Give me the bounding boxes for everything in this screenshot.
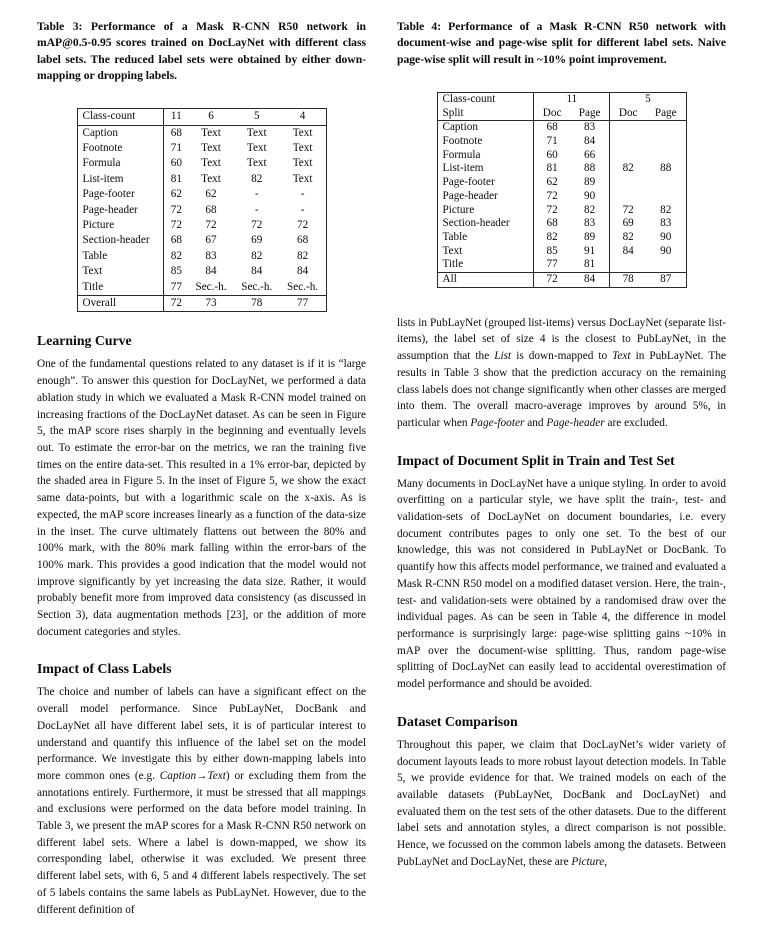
table-cell: 84 — [251, 265, 263, 278]
table-cell: Page-header — [442, 189, 498, 202]
table-cell: 84 — [610, 245, 646, 259]
table-cell: 62 — [164, 187, 188, 202]
table-header-cell: Doc — [534, 107, 570, 121]
table-cell: Text — [246, 126, 267, 139]
table-header-cell: 5 — [610, 92, 686, 106]
table-row — [77, 141, 326, 156]
table-cell: Text — [201, 126, 221, 139]
table-cell: 85 — [164, 264, 188, 279]
table-cell: 81 — [584, 258, 596, 271]
table-cell: Text — [292, 172, 313, 185]
table-cell: 73 — [188, 296, 234, 312]
table-cell: 88 — [660, 162, 672, 175]
table-cell: 91 — [584, 244, 596, 257]
table-row — [437, 204, 686, 218]
table-header-cell: 11 — [164, 109, 188, 125]
table-cell: Text — [82, 265, 103, 278]
table-cell: 83 — [584, 121, 596, 134]
table-cell: 82 — [251, 249, 263, 262]
table-cell: 81 — [534, 162, 570, 176]
table-cell: 84 — [205, 265, 217, 278]
table-cell: Title — [442, 258, 464, 271]
table-cell: 82 — [660, 203, 672, 216]
table-row — [77, 249, 326, 264]
table-cell: 60 — [164, 156, 188, 171]
table3-wrapper — [77, 108, 327, 312]
table-cell: 71 — [164, 141, 188, 156]
italic-text: Picture, — [571, 855, 608, 868]
table-cell — [610, 176, 646, 190]
table-cell: Footnote — [82, 142, 123, 154]
table-row — [437, 135, 686, 149]
table-cell: - — [254, 203, 259, 216]
table-header-cell: 6 — [188, 109, 234, 125]
table-cell: 77 — [534, 258, 570, 272]
table-cell: 66 — [584, 148, 596, 161]
table-cell: Sec.-h. — [195, 280, 227, 293]
table-cell: Page-header — [82, 203, 138, 216]
table-cell: 69 — [610, 217, 646, 231]
table-cell: 84 — [584, 135, 596, 147]
table-cell: Text — [201, 142, 221, 154]
table-cell: 72 — [610, 204, 646, 218]
italic-text: Text — [612, 350, 631, 363]
table-cell: 62 — [205, 188, 217, 201]
table-row — [77, 218, 326, 233]
table-cell: 82 — [610, 162, 646, 176]
table-row — [77, 187, 326, 202]
table-row — [77, 233, 326, 248]
table-cell: 68 — [164, 125, 188, 141]
text-run: Throughout this paper, we claim that DocLayNet’s wider variety of document layouts leads to more robust layout detection models. In Table 5, we provide evidence for that. We trained models on each of the available datasets (PubLayNet, DocBank and DocLayNet) and evaluated them on the test sets of the other datasets. Due to the different label sets and annotation styles, a direct comparison is not possible. Hence, we focussed on the common labels among the datasets. Between PubLayNet and DocLayNet, these are — [397, 738, 726, 868]
table-cell: Formula — [82, 157, 121, 170]
table-cell: Text — [201, 172, 221, 185]
table-cell: 71 — [534, 135, 570, 149]
table-cell: 82 — [251, 172, 263, 185]
table-cell — [646, 176, 686, 190]
table-cell: Footnote — [442, 135, 483, 147]
table-row — [77, 264, 326, 279]
left-column — [37, 19, 366, 929]
text-run: One of the fundamental questions related to any dataset is if it is “large enough”. To answer this question for DocLayNet, we performed a data ablation study in which we evaluated a Mask R-CNN model trained on increasing fractions of the DocLayNet dataset. As can be seen in Figure 5, the mAP score rises sharply in the beginning and eventually levels out. To estimate the error-bar on the metrics, we ran the training five times on the entire data-set. This resulted in a 1% error-bar, depicted by the shaded area in Figure 5. In the inset of Figure 5, we show the exact same data-points, but with a logarithmic scale on the x-axis. As is expected, the mAP score increases linearly as a function of the data-size in the inset. The curve ultimately flattens out between the 80% and 100% mark, with the 80% mark falling within the error-bars of the 100% mark. This provides a good indication that the model would not improve significantly by yet increasing the data size. Rather, it would probably benefit more from improved data consistency (as discussed in Section 3), data augmentation methods [23], or the addition of more document categories and styles. — [37, 358, 366, 638]
italic-text: Caption→Text — [159, 769, 226, 782]
table-row — [77, 172, 326, 187]
table-cell: Sec.-h. — [287, 280, 319, 293]
table-cell: 72 — [534, 273, 570, 288]
table-cell: List-item — [82, 172, 124, 185]
table-cell: Text — [246, 142, 267, 154]
table-cell: 72 — [251, 219, 263, 232]
table-cell: 77 — [164, 280, 188, 296]
table-cell: 82 — [610, 231, 646, 245]
table-cell: 83 — [660, 217, 672, 230]
table-cell — [610, 190, 646, 204]
table-cell: Section-header — [82, 234, 150, 247]
table-footer-row — [77, 296, 326, 312]
table-cell: 82 — [534, 231, 570, 245]
table-cell: Text — [292, 157, 313, 170]
table-cell: 83 — [205, 249, 217, 262]
table-cell: 85 — [534, 245, 570, 259]
table-cell — [610, 258, 646, 272]
table-header-cell: Page — [646, 107, 686, 121]
table-row — [77, 125, 326, 141]
table-header-row — [77, 109, 326, 125]
table-cell: - — [300, 203, 305, 216]
paragraph-dataset-comparison — [397, 737, 726, 871]
table-row — [437, 245, 686, 259]
table-cell: Picture — [82, 219, 115, 232]
text-run: are excluded. — [604, 416, 668, 429]
table-header-row — [437, 92, 686, 106]
table-cell: 82 — [584, 203, 596, 216]
table-cell: Picture — [442, 203, 475, 216]
table-cell: 83 — [584, 217, 596, 230]
heading-impact-of-class-labels: Impact of Class Labels — [37, 661, 172, 677]
table-cell: 68 — [296, 234, 309, 247]
text-run: ) or excluding them from the annotations entirely. Furthermore, it must be stressed that all mappings and exclusions were performed on the data before model training. In Table 3, we present the mAP scores for a Mask R-CNN R50 network on different label sets. Where a label is down-mapped, we show its corresponding label, otherwise it was excluded. We present three different label sets, with 6, 5 and 4 different labels respectively. The set of 5 labels contains the same labels as PubLayNet. However, due to the different definition of — [37, 769, 366, 916]
table4 — [437, 92, 687, 288]
table-cell — [646, 121, 686, 135]
table4-wrapper — [437, 92, 687, 288]
italic-text: List — [494, 350, 512, 363]
table3-caption: Table 3: Performance of a Mask R-CNN R50 network in mAP@0.5-0.95 scores trained on DocLayNet with different class label sets. The reduced label sets were obtained by either down-mapping or dropping labels. — [37, 20, 366, 82]
table-cell: 90 — [660, 244, 672, 257]
italic-text: Page-footer — [470, 416, 525, 429]
table-cell: - — [254, 188, 259, 201]
table-cell: 72 — [205, 219, 217, 232]
table-row — [437, 162, 686, 176]
heading-learning-curve: Learning Curve — [37, 333, 132, 349]
table-header-cell: 4 — [280, 109, 326, 125]
table3 — [77, 108, 327, 312]
table-cell: 82 — [296, 249, 309, 262]
table-cell: 90 — [660, 230, 672, 243]
table-cell: - — [300, 188, 305, 201]
table-cell: Text — [442, 244, 463, 257]
table-cell: 72 — [164, 203, 188, 218]
table-header-cell: Doc — [610, 107, 646, 121]
table-cell: 72 — [534, 190, 570, 204]
table-row — [437, 217, 686, 231]
table-cell — [646, 135, 686, 149]
table-cell: Caption — [442, 121, 478, 134]
table-cell: List-item — [442, 162, 484, 175]
heading-impact-of-document-split: Impact of Document Split in Train and Test Set — [397, 452, 675, 468]
table-row — [437, 258, 686, 272]
table-cell: 77 — [280, 296, 326, 312]
text-run: lists in PubLayNet (grouped list-items) versus DocLayNet (separate list-items), the label set of size 4 is the closest to PubLayNet, in the assumption that the — [397, 316, 726, 363]
table-header-cell: Class-count — [442, 92, 496, 105]
text-run: is down-mapped to — [511, 350, 613, 363]
table-row — [77, 280, 326, 296]
table-row — [437, 231, 686, 245]
table-cell — [646, 258, 686, 272]
table-cell: 69 — [251, 234, 263, 247]
table-cell: 68 — [164, 233, 188, 248]
text-run: and — [524, 416, 547, 429]
table-header-cell: Page — [570, 107, 610, 121]
table-cell: 68 — [534, 217, 570, 231]
table-cell: Text — [292, 142, 313, 154]
table-cell: 72 — [296, 219, 309, 232]
table-cell: Page-footer — [82, 188, 135, 201]
heading-dataset-comparison: Dataset Comparison — [397, 713, 518, 729]
table-cell: Formula — [442, 148, 481, 161]
table-cell: 68 — [534, 121, 570, 135]
table-cell: 89 — [584, 176, 596, 189]
text-run: Many documents in DocLayNet have a unique styling. In order to avoid overfitting on a particular style, we have split the train-, test- and validation-sets of DocLayNet on document boundaries, i.e. every document contributes pages to only one set. To the best of our knowledge, this was not considered in PubLayNet or DocBank. To quantify how this affects model performance, we trained and evaluated a Mask R-CNN R50 model on a modified dataset version. Here, the train-, test- and validation-sets were obtained by a randomised draw over the individual pages. As can be seen in Table 4, the difference in model performance is surprisingly large: page-wise splitting gains ~10% in mAP over the document-wise splitting. Thus, random page-wise splitting of DocLayNet can easily lead to accidental overestimation of model performance and should be avoided. — [397, 477, 726, 691]
table-cell: 78 — [610, 273, 646, 288]
table-cell: Overall — [77, 296, 164, 312]
table-cell: 67 — [205, 234, 217, 247]
table-cell: All — [437, 273, 534, 288]
table-cell: Caption — [82, 126, 118, 139]
table-cell: 60 — [534, 149, 570, 163]
text-run: The choice and number of labels can have a significant effect on the overall model performance. Since PubLayNet, DocBank and DocLayNet all have different label sets, it is of particular interest to understand and quantify this influence of the label set on the model performance. We investigate this by either down-mapping labels into more common ones (e.g. — [37, 686, 366, 782]
paragraph-impact-of-class-labels — [37, 684, 366, 918]
table-cell: Text — [201, 157, 221, 170]
table-cell: Text — [292, 126, 313, 139]
table-cell: 62 — [534, 176, 570, 190]
table-cell — [646, 190, 686, 204]
table-cell — [646, 149, 686, 163]
table-cell: 88 — [584, 162, 596, 175]
table-row — [437, 176, 686, 190]
table-cell: 81 — [164, 172, 188, 187]
paragraph-label-set-continuation — [397, 315, 726, 432]
paragraph-learning-curve — [37, 356, 366, 640]
table-cell: 72 — [164, 218, 188, 233]
table-cell: 72 — [164, 296, 188, 312]
table-cell — [610, 121, 646, 135]
table-cell: 84 — [296, 265, 309, 278]
table-cell: 68 — [205, 203, 217, 216]
table-cell: 89 — [584, 230, 596, 243]
table-row — [437, 149, 686, 163]
table-footer-row — [437, 273, 686, 288]
table-cell: 84 — [570, 273, 610, 288]
table-cell: 87 — [646, 273, 686, 288]
table-row — [77, 203, 326, 218]
table-cell — [610, 135, 646, 149]
table-cell: Table — [442, 230, 468, 243]
right-column — [397, 19, 726, 929]
table-header-cell: Split — [437, 107, 534, 121]
table-header-cell: Class-count — [77, 109, 164, 125]
table-cell: 90 — [584, 189, 596, 202]
italic-text: Page-header — [546, 416, 605, 429]
table-cell: Table — [82, 249, 108, 262]
text-run: in PubLayNet. The results in Table 3 show that the prediction accuracy on the remaining class labels does not change significantly when other classes are merged into them. The overall macro-average improves by around 5%, in particular when — [397, 350, 726, 429]
table-cell: Text — [246, 157, 267, 170]
table-cell: 78 — [234, 296, 280, 312]
table-row — [77, 156, 326, 171]
table-cell — [610, 149, 646, 163]
table-header-cell: 11 — [534, 92, 610, 106]
table-cell: Sec.-h. — [241, 280, 273, 293]
table-header-cell: 5 — [234, 109, 280, 125]
table-cell: 82 — [164, 249, 188, 264]
paragraph-impact-of-document-split — [397, 476, 726, 693]
table-cell: Page-footer — [442, 176, 495, 189]
table-cell: Section-header — [442, 217, 510, 230]
table-row — [437, 121, 686, 135]
table-cell: Title — [82, 280, 104, 293]
table-header-row — [437, 107, 686, 121]
table4-caption: Table 4: Performance of a Mask R-CNN R50 network with document-wise and page-wise split for different label sets. Naive page-wise split will result in ~10% point improvement. — [397, 20, 726, 66]
table-row — [437, 190, 686, 204]
table-cell: 72 — [534, 204, 570, 218]
